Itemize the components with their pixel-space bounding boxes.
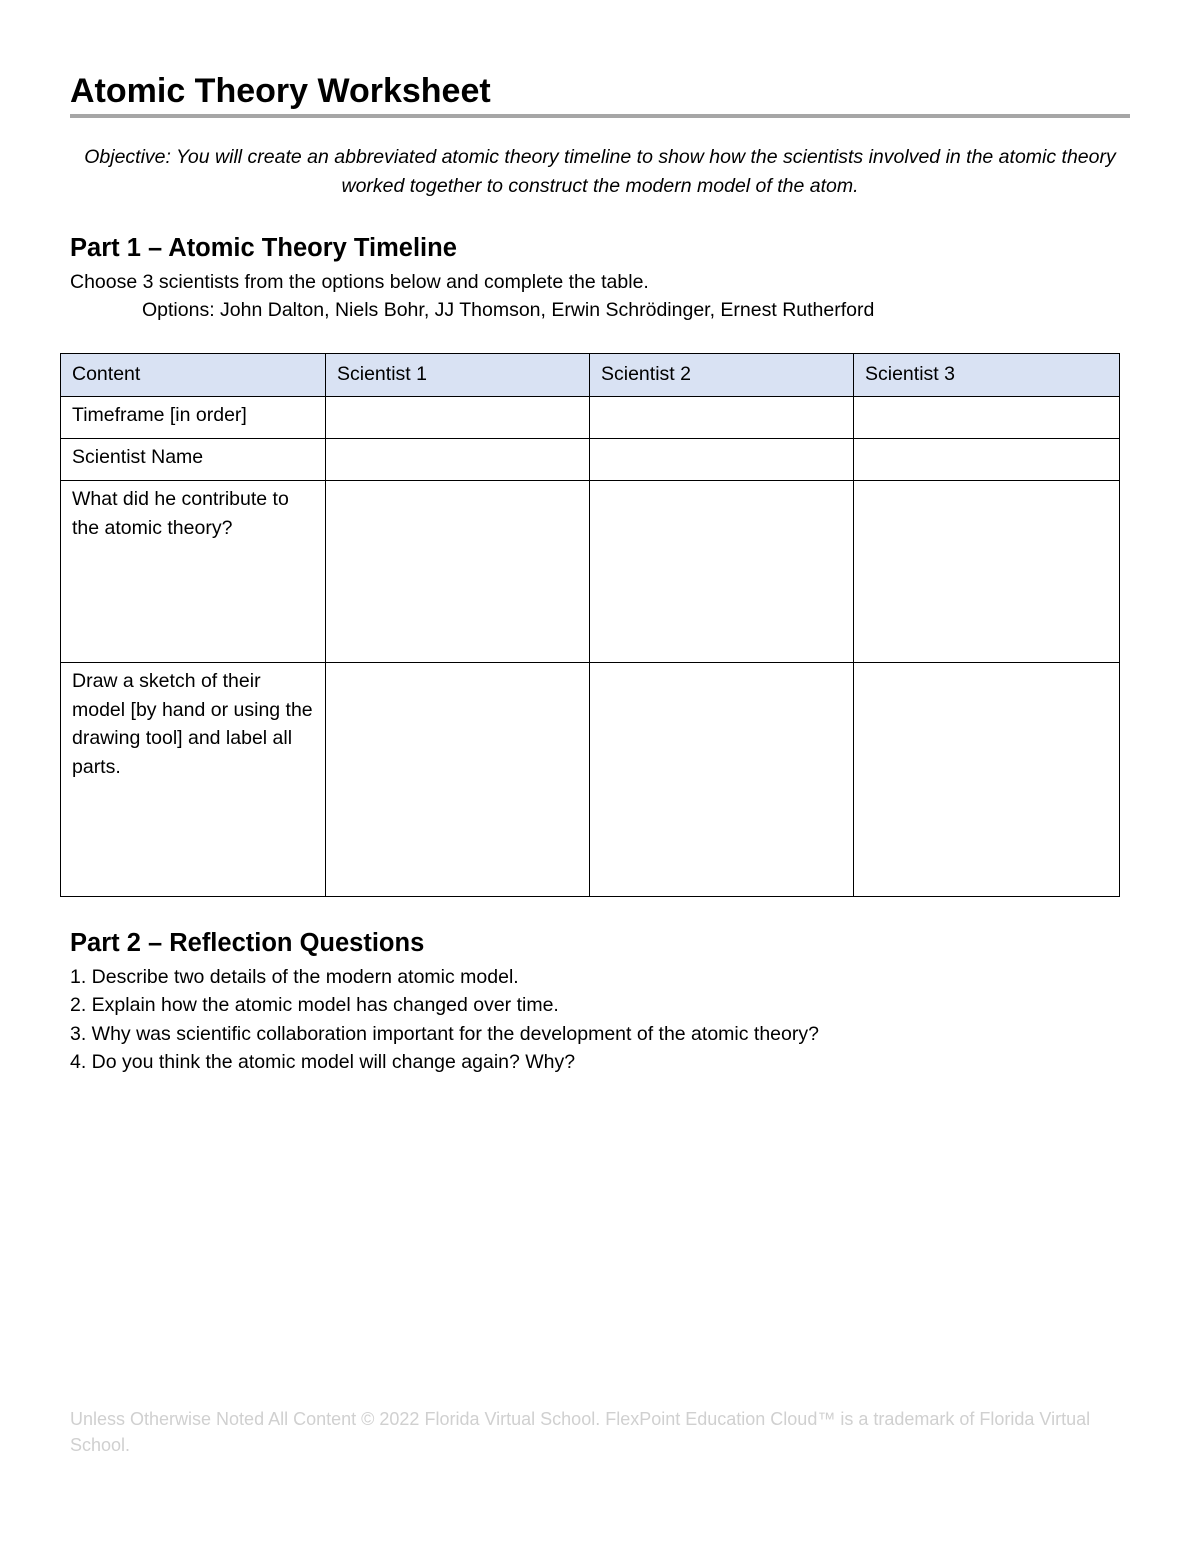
row-label-timeframe: Timeframe [in order]	[61, 397, 326, 439]
row-label-contribution: What did he contribute to the atomic theory?	[61, 481, 326, 663]
part1-heading: Part 1 – Atomic Theory Timeline	[70, 234, 457, 262]
header-scientist-2: Scientist 2	[590, 354, 854, 397]
header-scientist-1: Scientist 1	[326, 354, 590, 397]
contribution-cell-scientist-3[interactable]	[854, 481, 1120, 663]
copyright-footer: Unless Otherwise Noted All Content © 2022 Florida Virtual School. FlexPoint Education Cloud™ is a trademark of Florida Virtual School.	[70, 1409, 1091, 1455]
table-row	[61, 481, 1120, 663]
question-item: 3. Why was scientific collaboration important for the development of the atomic theory?	[70, 1022, 819, 1045]
timeframe-cell-scientist-3[interactable]	[854, 397, 1120, 439]
table-row	[61, 663, 1120, 897]
contribution-cell-scientist-2[interactable]	[590, 481, 854, 663]
question-item: 1. Describe two details of the modern atomic model.	[70, 966, 519, 988]
question-item: 2. Explain how the atomic model has changed over time.	[70, 994, 559, 1017]
title-divider	[70, 114, 1130, 118]
objective-text: Objective: You will create an abbreviated atomic theory timeline to show how the scientists involved in the atomic theory worked together to construct the modern model of the atom.	[84, 146, 1116, 197]
timeframe-cell-scientist-2[interactable]	[590, 397, 854, 439]
name-cell-scientist-1[interactable]	[326, 439, 590, 481]
sketch-cell-scientist-1[interactable]	[326, 663, 590, 897]
scientist-options: Options: John Dalton, Niels Bohr, JJ Thomson, Erwin Schrödinger, Ernest Rutherford	[142, 299, 875, 321]
part2-heading: Part 2 – Reflection Questions	[70, 929, 425, 957]
row-label-scientist-name: Scientist Name	[61, 439, 326, 481]
table-row	[61, 439, 1120, 481]
table-header-row	[61, 354, 1120, 397]
name-cell-scientist-3[interactable]	[854, 439, 1120, 481]
contribution-cell-scientist-1[interactable]	[326, 481, 590, 663]
header-content: Content	[61, 354, 326, 397]
timeline-table	[60, 353, 1120, 897]
table-row	[61, 397, 1120, 439]
question-item: 4. Do you think the atomic model will change again? Why?	[70, 1050, 576, 1073]
name-cell-scientist-2[interactable]	[590, 439, 854, 481]
row-label-sketch: Draw a sketch of their model [by hand or using the drawing tool] and label all parts.	[61, 663, 326, 897]
page-title: Atomic Theory Worksheet	[70, 72, 491, 110]
sketch-cell-scientist-3[interactable]	[854, 663, 1120, 897]
part1-instructions: Choose 3 scientists from the options below and complete the table.	[70, 271, 649, 293]
sketch-cell-scientist-2[interactable]	[590, 663, 854, 897]
header-scientist-3: Scientist 3	[854, 354, 1120, 397]
timeframe-cell-scientist-1[interactable]	[326, 397, 590, 439]
reflection-questions	[70, 963, 819, 1076]
